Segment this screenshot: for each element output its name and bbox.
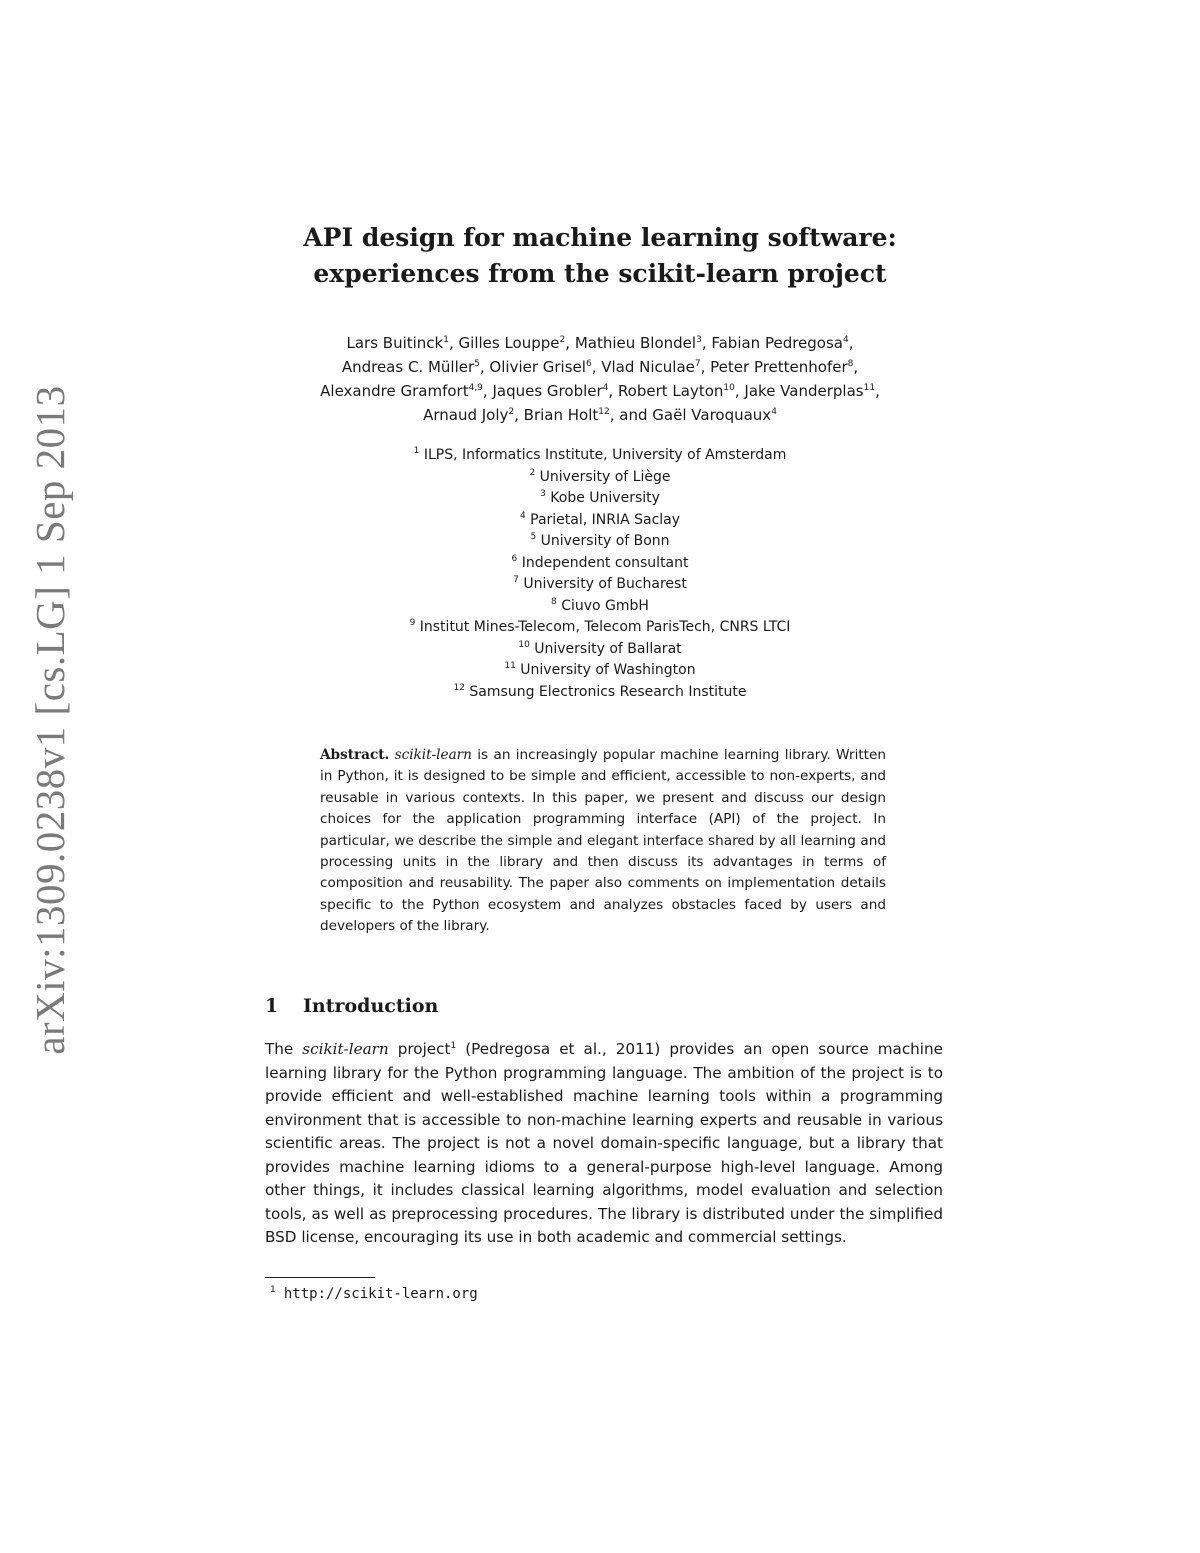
author-line: Alexandre Gramfort$^{4,9}$, Jaques Grobler$^4$, Robert Layton$^{10}$, Jake Vanderplas$^{11}$, <box>320 382 880 400</box>
section-number: 1 <box>265 995 279 1017</box>
affiliation-item <box>200 445 1000 467</box>
affiliation-item <box>200 467 1000 489</box>
affiliation-number: 7 <box>513 575 519 585</box>
author-affil-mark: 4 <box>843 335 849 345</box>
author-affil-mark: 3 <box>696 335 702 345</box>
author-affil-mark: 4,9 <box>468 383 483 393</box>
author-affil-mark: 1 <box>443 335 449 345</box>
author-name: Vlad Niculae <box>601 358 695 376</box>
affiliation-item <box>200 553 1000 575</box>
affiliation-text: Kobe University <box>550 490 660 506</box>
title-line-2: experiences from the scikit-learn project <box>313 259 887 288</box>
footnote-marker: 1 <box>450 1041 457 1051</box>
intro-project-name: scikit-learn <box>302 1040 389 1058</box>
author-name: Gaël Varoquaux <box>652 406 772 424</box>
affiliation-item <box>200 596 1000 618</box>
author-affil-mark: 5 <box>474 359 480 369</box>
author-name: Lars Buitinck <box>346 334 444 352</box>
intro-text: (Pedregosa et al., 2011) provides an open source machine learning library for the Python programming language. The ambition of the project is to provide efficient and well-established machine learning tools within a programming environment that is accessible to non-machine learning experts and reusable in various scientific areas. The project is not a novel domain-specific language, but a library that provides machine learning idioms to a general-purpose high-level language. Among other things, it includes classical learning algorithms, model evaluation and selection tools, as well as preprocessing procedures. The library is distributed under the simplified BSD license, encouraging its use in both academic and commercial settings. <box>265 1040 943 1246</box>
author-line: Arnaud Joly$^2$, Brian Holt$^{12}$, and Gaël Varoquaux$^4$ <box>423 406 777 424</box>
author-name: Arnaud Joly <box>423 406 509 424</box>
affiliation-item <box>200 639 1000 661</box>
abstract-label: Abstract. <box>320 747 390 763</box>
affiliation-item <box>200 574 1000 596</box>
affiliation-number: 5 <box>530 532 537 542</box>
arxiv-stamp-text: arXiv:1309.0238v1 [cs.LG] 1 Sep 2013 <box>27 385 73 1055</box>
affiliation-text: University of Washington <box>520 662 696 678</box>
affiliation-item <box>200 531 1000 553</box>
affiliation-number: 8 <box>551 596 557 607</box>
author-affil-mark: 2 <box>508 407 515 417</box>
author-name: Robert Layton <box>617 382 724 400</box>
author-affil-mark: 11 <box>863 383 876 393</box>
author-name: Andreas C. Müller <box>341 358 475 376</box>
author-name: Gilles Louppe <box>458 334 560 352</box>
author-name: Jake Vanderplas <box>744 382 864 400</box>
author-affil-mark: 4 <box>602 383 609 393</box>
affiliation-number: 4 <box>519 510 526 521</box>
author-name: Olivier Grisel <box>489 358 586 376</box>
footnote <box>270 1284 478 1304</box>
affiliation-number: 10 <box>518 639 530 650</box>
affiliation-number: 11 <box>504 661 516 671</box>
title-line-1: API design for machine learning software: <box>303 223 897 252</box>
author-affil-mark: 6 <box>585 359 592 369</box>
author-affil-mark: 8 <box>847 359 854 369</box>
author-list <box>200 331 1000 427</box>
authors-conjunction: and <box>619 406 648 424</box>
intro-paragraph <box>265 1038 943 1250</box>
affiliation-item <box>200 660 1000 682</box>
affiliation-text: Parietal, INRIA Saclay <box>530 511 681 528</box>
affiliation-text: Institut Mines-Telecom, Telecom ParisTech, CNRS LTCI <box>419 619 791 635</box>
author-affil-mark: 4 <box>771 407 777 417</box>
author-name: Mathieu Blondel <box>574 334 697 352</box>
author-line: Andreas C. Müller$^5$, Olivier Grisel$^6$, Vlad Niculae$^7$, Peter Prettenhofer$^8$, <box>341 358 859 376</box>
author-name: Brian Holt <box>523 406 599 424</box>
affiliation-text: University of Liège <box>539 468 671 485</box>
paper-title <box>200 220 1000 292</box>
author-affil-mark: 2 <box>559 335 566 345</box>
abstract-text: is an increasingly popular machine learning library. Written in Python, it is designed to be simple and efficient, accessible to non-experts, and reusable in various contexts. In this paper, we present and discuss our design choices for the application programming interface (API) of the project. In particular, we describe the simple and elegant interface shared by all learning and processing units in the library and then discuss its advantages in terms of composition and reusability. The paper also comments on implementation details specific to the Python ecosystem and analyzes obstacles faced by users and developers of the library. <box>320 747 886 935</box>
affiliation-number: 6 <box>511 553 518 564</box>
affiliation-number: 3 <box>540 489 546 499</box>
author-name: Alexandre Gramfort <box>320 382 469 400</box>
footnote-number: 1 <box>270 1285 276 1295</box>
affiliation-text: Ciuvo GmbH <box>561 597 649 614</box>
abstract <box>320 745 886 938</box>
affiliation-item <box>200 617 1000 639</box>
affiliation-text: Independent consultant <box>521 554 689 571</box>
affiliation-text: ILPS, Informatics Institute, University of Amsterdam <box>423 447 787 463</box>
affiliation-text: University of Bonn <box>540 533 670 549</box>
section-title: Introduction <box>303 995 439 1017</box>
affiliation-text: Samsung Electronics Research Institute <box>469 683 747 700</box>
intro-lead: The <box>265 1040 303 1058</box>
footnote-rule <box>265 1277 375 1278</box>
author-affil-mark: 7 <box>694 359 701 369</box>
author-name: Fabian Pedregosa <box>711 334 843 352</box>
intro-project-word: project <box>388 1040 451 1058</box>
author-line: Lars Buitinck$^1$, Gilles Louppe$^2$, Mathieu Blondel$^3$, Fabian Pedregosa$^4$, <box>346 334 854 352</box>
affiliation-text: University of Bucharest <box>523 576 687 592</box>
affiliation-text: University of Ballarat <box>534 640 682 657</box>
affiliation-number: 2 <box>529 467 536 478</box>
author-name: Peter Prettenhofer <box>710 358 848 376</box>
abstract-project-name: scikit-learn <box>394 747 472 763</box>
affiliation-number: 12 <box>453 682 465 693</box>
affiliation-item <box>200 488 1000 510</box>
author-affil-mark: 10 <box>723 383 735 393</box>
affiliation-number: 1 <box>413 446 420 456</box>
affiliation-list <box>200 445 1000 703</box>
affiliation-number: 9 <box>409 618 416 628</box>
affiliation-item <box>200 510 1000 532</box>
footnote-url-link[interactable]: http://scikit-learn.org <box>283 1286 478 1302</box>
author-affil-mark: 12 <box>598 407 610 417</box>
author-name: Jaques Grobler <box>492 382 603 400</box>
affiliation-item <box>200 682 1000 704</box>
section-heading <box>265 993 438 1019</box>
